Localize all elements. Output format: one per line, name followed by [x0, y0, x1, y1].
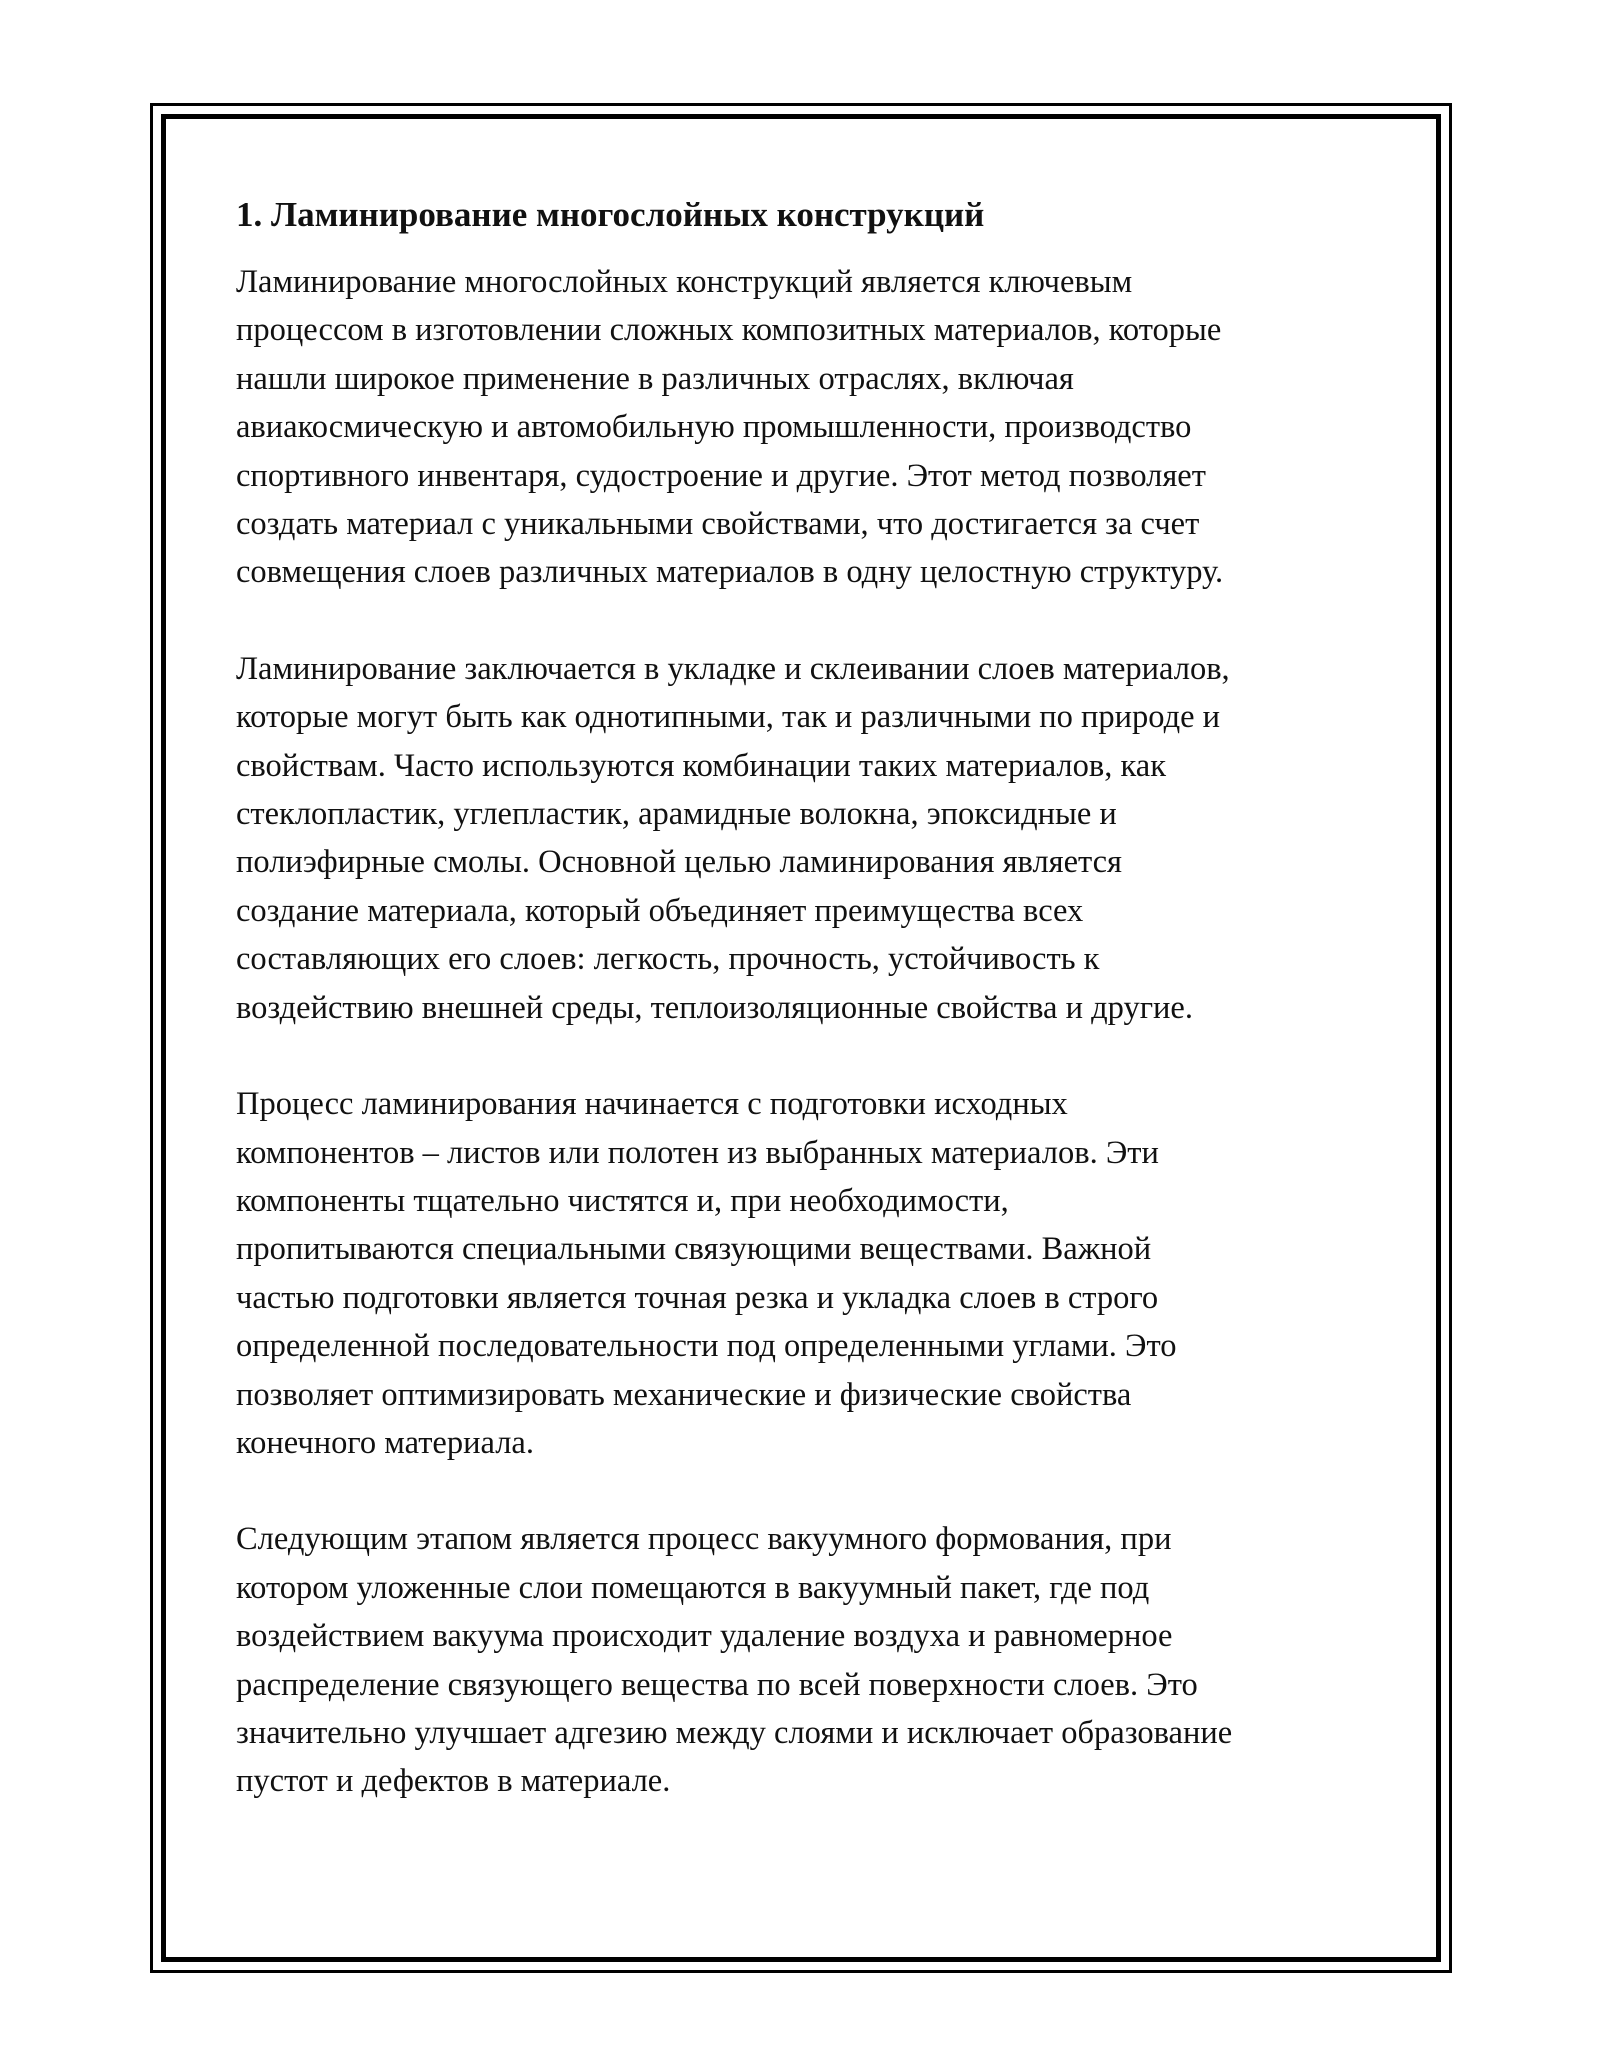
text-line: позволяет оптимизировать механические и физические свойства	[236, 1376, 1132, 1413]
paragraph-4	[236, 1515, 1376, 1805]
text-line: стеклопластик, углепластик, арамидные волокна, эпоксидные и	[236, 796, 1117, 833]
text-line: создать материал с уникальными свойствами, что достигается за счет	[236, 506, 1200, 543]
text-line: воздействию внешней среды, теплоизоляционные свойства и другие.	[236, 989, 1193, 1026]
text-line: котором уложенные слои помещаются в вакуумный пакет, где под	[236, 1569, 1150, 1606]
text-line: определенной последовательности под определенными углами. Это	[236, 1328, 1177, 1365]
text-line: воздействием вакуума происходит удаление воздуха и равномерное	[236, 1618, 1173, 1655]
text-line: Ламинирование заключается в укладке и склеивании слоев материалов,	[236, 650, 1230, 687]
text-line: которые могут быть как однотипными, так и различными по природе и	[236, 699, 1221, 736]
text-line: компонентов – листов или полотен из выбранных материалов. Эти	[236, 1134, 1159, 1171]
text-line: нашли широкое применение в различных отраслях, включая	[236, 360, 1074, 397]
text-line: пропитываются специальными связующими веществами. Важной	[236, 1231, 1152, 1268]
text-line: распределение связующего вещества по всей поверхности слоев. Это	[236, 1666, 1198, 1703]
text-line: Процесс ламинирования начинается с подготовки исходных	[236, 1086, 1068, 1123]
text-line: создание материала, который объединяет преимущества всех	[236, 892, 1084, 929]
document-body	[236, 190, 1376, 1854]
text-line: процессом в изготовлении сложных композитных материалов, которые	[236, 312, 1222, 349]
paragraph-3	[236, 1080, 1376, 1467]
text-line: Ламинирование многослойных конструкций является ключевым	[236, 264, 1133, 300]
text-line: спортивного инвентаря, судостроение и другие. Этот метод позволяет	[236, 457, 1206, 494]
text-line: пустот и дефектов в материале.	[236, 1763, 671, 1800]
text-line: полиэфирные смолы. Основной целью ламинирования является	[236, 844, 1123, 881]
text-line: значительно улучшает адгезию между слоями и исключает образование	[236, 1714, 1233, 1751]
text-line: Следующим этапом является процесс вакуумного формования, при	[236, 1521, 1172, 1558]
paragraph-1	[236, 258, 1376, 597]
text-line: свойствам. Часто используются комбинации таких материалов, как	[236, 747, 1166, 784]
text-line: частью подготовки является точная резка и укладка слоев в строго	[236, 1279, 1159, 1316]
section-heading: 1. Ламинирование многослойных конструкций	[236, 195, 985, 234]
text-line: совмещения слоев различных материалов в одну целостную структуру.	[236, 554, 1224, 591]
text-line: авиакосмическую и автомобильную промышленности, производство	[236, 409, 1192, 446]
paragraph-2	[236, 645, 1376, 1032]
text-line: составляющих его слоев: легкость, прочность, устойчивость к	[236, 941, 1100, 978]
text-line: компоненты тщательно чистятся и, при необходимости,	[236, 1182, 1009, 1219]
text-line: конечного материала.	[236, 1424, 534, 1461]
